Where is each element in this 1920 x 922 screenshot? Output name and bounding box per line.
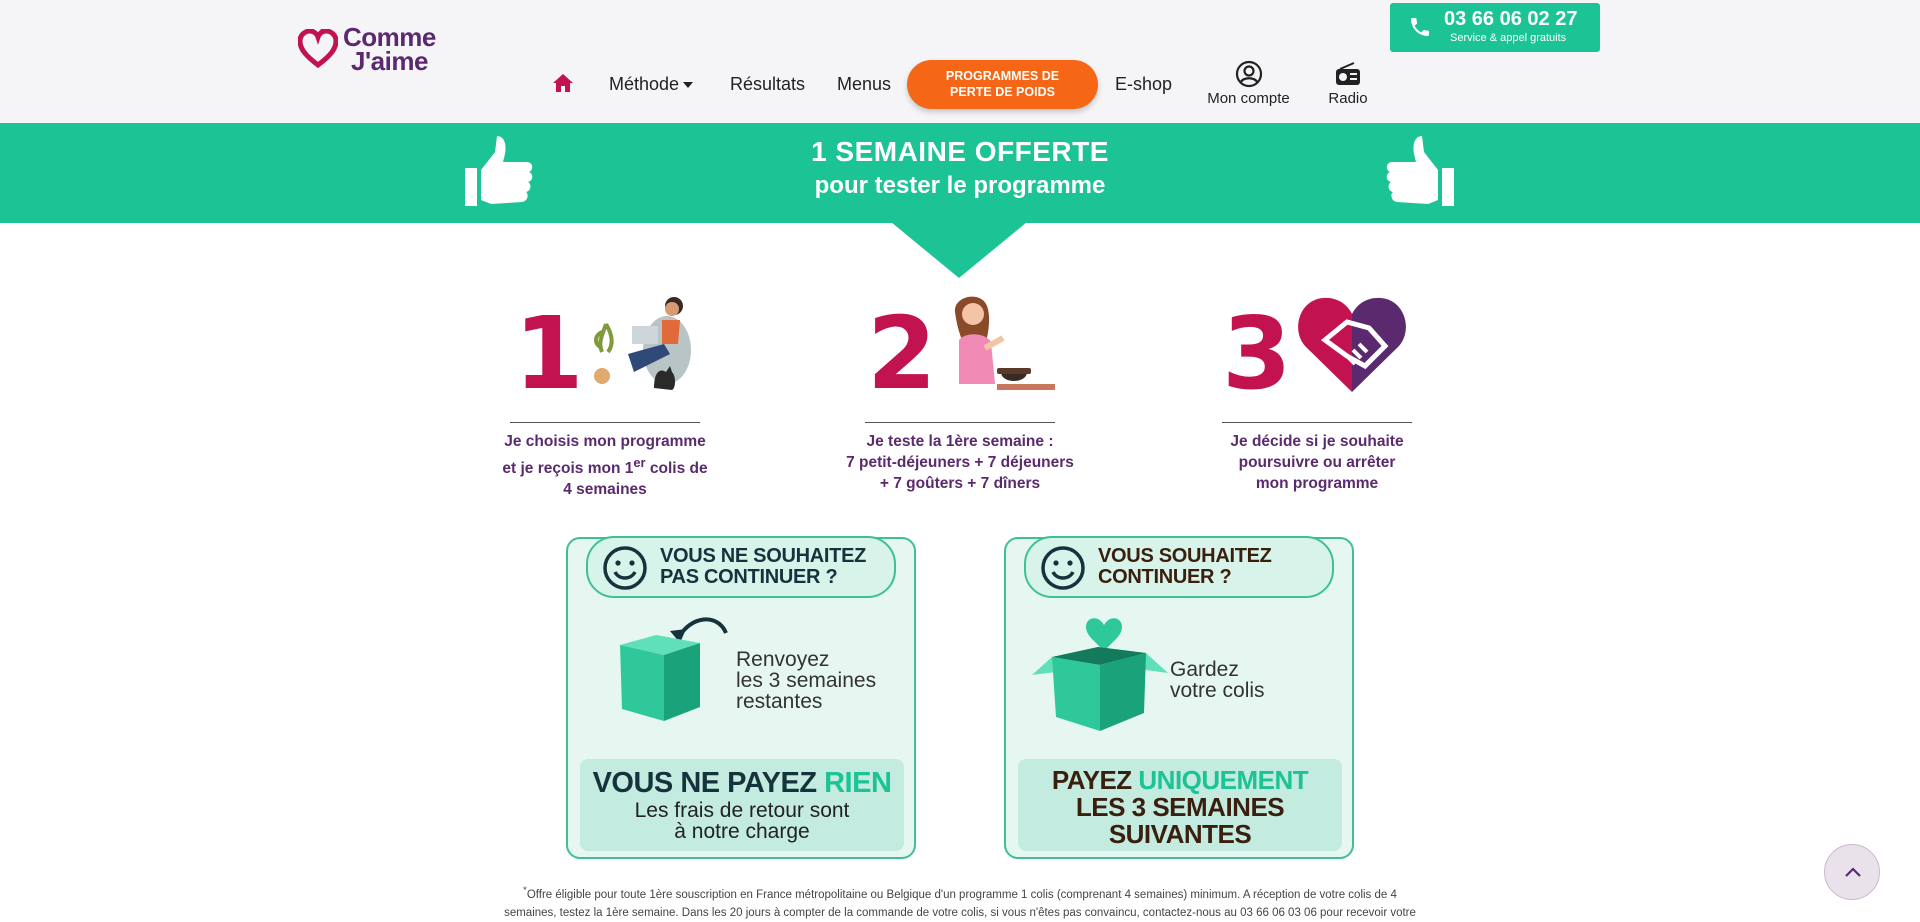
open-box-heart-illustration	[1028, 609, 1178, 734]
programmes-line1: PROGRAMMES DE	[945, 69, 1060, 83]
step-text-line2: poursuivre ou arrêter	[1238, 454, 1396, 471]
card-bottom-dark: VOUS NE PAYEZ	[592, 767, 825, 799]
step-text-line2b: colis de	[645, 460, 708, 478]
card-note-line2: votre colis	[1170, 679, 1265, 702]
smiley-icon	[1040, 545, 1086, 591]
home-icon[interactable]	[552, 73, 574, 93]
step-text-line3: mon programme	[1255, 475, 1379, 492]
card-stop	[566, 537, 916, 859]
nav-eshop[interactable]: E-shop	[1115, 74, 1173, 94]
footnote-star: *	[523, 885, 527, 896]
radio-link[interactable]	[1323, 60, 1373, 107]
step-text-line1: Je teste la 1ère semaine :	[866, 433, 1054, 450]
card-bottom-green: UNIQUEMENT	[1138, 765, 1309, 795]
card-pill	[1024, 536, 1334, 598]
banner-subtitle: pour tester le programme	[814, 172, 1106, 199]
card-bottom-line3: SUIVANTES	[1108, 819, 1252, 849]
card-note-line3: restantes	[736, 690, 823, 713]
footnote-line1	[490, 882, 1430, 904]
site-header	[0, 0, 1920, 123]
card-bottom	[580, 759, 904, 851]
step-text-line3: + 7 goûters + 7 dîners	[879, 475, 1041, 492]
chevron-down-icon	[683, 82, 693, 88]
card-pill-line2: CONTINUER ?	[1098, 566, 1232, 588]
banner-title: 1 SEMAINE OFFERTE	[811, 136, 1109, 167]
card-note-line1: Gardez	[1170, 658, 1239, 681]
step-text-line1: Je choisis mon programme	[504, 433, 706, 450]
card-bottom	[1018, 759, 1342, 851]
woman-eating-illustration	[941, 292, 1056, 392]
step-text-sup: er	[633, 455, 646, 470]
step-text-line2	[490, 452, 720, 479]
card-bottom-dark: PAYEZ	[1051, 765, 1139, 795]
woman-laptop-illustration	[582, 292, 697, 392]
step-number: 2	[867, 295, 937, 412]
footnote-line2: semaines, testez la 1ère semaine. Dans les 20 jours à compter de la commande de votre colis, si vous n'êtes pas convaincu, contactez-nous au 03 66 06 03 06 pour recevoir votre	[504, 906, 1416, 919]
card-bottom-line2: LES 3 SEMAINES	[1075, 792, 1285, 822]
step-number: 1	[514, 295, 584, 412]
step-divider	[510, 422, 700, 423]
step-text	[1202, 431, 1432, 494]
phone-number: 03 66 06 02 27	[1444, 8, 1578, 30]
card-continue	[1004, 537, 1354, 859]
footnote-line1-text: Offre éligible pour toute 1ère souscription en France métropolitaine ou Belgique d'un programme 1 colis (comprenant 4 semaines) minimum. A réception de votre colis de 4	[526, 888, 1397, 901]
card-pill	[586, 536, 896, 598]
account-link[interactable]	[1201, 60, 1296, 107]
card-bottom-heading	[1018, 767, 1342, 794]
phone-icon	[1408, 15, 1432, 39]
card-pill-line1: VOUS NE SOUHAITEZ	[660, 545, 867, 567]
nav-menus[interactable]: Menus	[837, 74, 892, 94]
step-divider	[1222, 422, 1412, 423]
card-pill-text	[660, 546, 866, 588]
card-bottom-heading	[580, 767, 904, 800]
chevron-up-icon	[1845, 867, 1861, 877]
phone-subtitle: Service & appel gratuits	[1450, 32, 1567, 44]
account-label: Mon compte	[1207, 90, 1290, 107]
logo[interactable]	[298, 22, 448, 79]
brand-line2: J'aime	[351, 46, 428, 76]
footnote	[490, 882, 1430, 922]
step-text-line2a: et je reçois mon 1	[502, 460, 634, 478]
brand-line1: Comme	[343, 22, 436, 52]
programmes-button[interactable]	[907, 60, 1098, 109]
return-box-illustration	[608, 609, 738, 729]
nav-methode-label: Méthode	[609, 74, 680, 94]
heart-logo-icon	[298, 29, 338, 69]
step-text-line2: 7 petit-déjeuners + 7 déjeuners	[846, 454, 1074, 471]
card-pill-line1: VOUS SOUHAITEZ	[1098, 545, 1272, 567]
step-divider	[865, 422, 1055, 423]
phone-button[interactable]	[1390, 3, 1600, 52]
step-text	[490, 431, 720, 500]
card-pill-line2: PAS CONTINUER ?	[660, 566, 838, 588]
scroll-top-button[interactable]	[1824, 844, 1880, 900]
card-note	[736, 649, 876, 712]
nav-resultats[interactable]: Résultats	[730, 74, 806, 94]
step-text	[845, 431, 1075, 494]
card-pill-text	[1098, 546, 1272, 588]
banner-arrow	[891, 222, 1027, 278]
card-bottom-line2: Les frais de retour sont	[634, 799, 850, 822]
card-note-line2: les 3 semaines	[736, 669, 877, 692]
step-text-line3: 4 semaines	[563, 481, 647, 499]
step-text-line1: Je décide si je souhaite	[1230, 433, 1404, 450]
brand-name	[343, 22, 436, 76]
handshake-heart-illustration	[1295, 292, 1410, 397]
card-bottom-line3: à notre charge	[674, 820, 810, 843]
step-number: 3	[1222, 295, 1292, 412]
card-note	[1170, 659, 1265, 701]
user-circle-icon	[1235, 60, 1263, 88]
programmes-line2: PERTE DE POIDS	[950, 85, 1055, 99]
nav-methode[interactable]	[609, 74, 693, 95]
smiley-icon	[602, 545, 648, 591]
card-note-line1: Renvoyez	[736, 648, 830, 671]
radio-label: Radio	[1328, 90, 1368, 107]
radio-icon	[1334, 60, 1362, 88]
card-bottom-green: RIEN	[824, 767, 892, 799]
